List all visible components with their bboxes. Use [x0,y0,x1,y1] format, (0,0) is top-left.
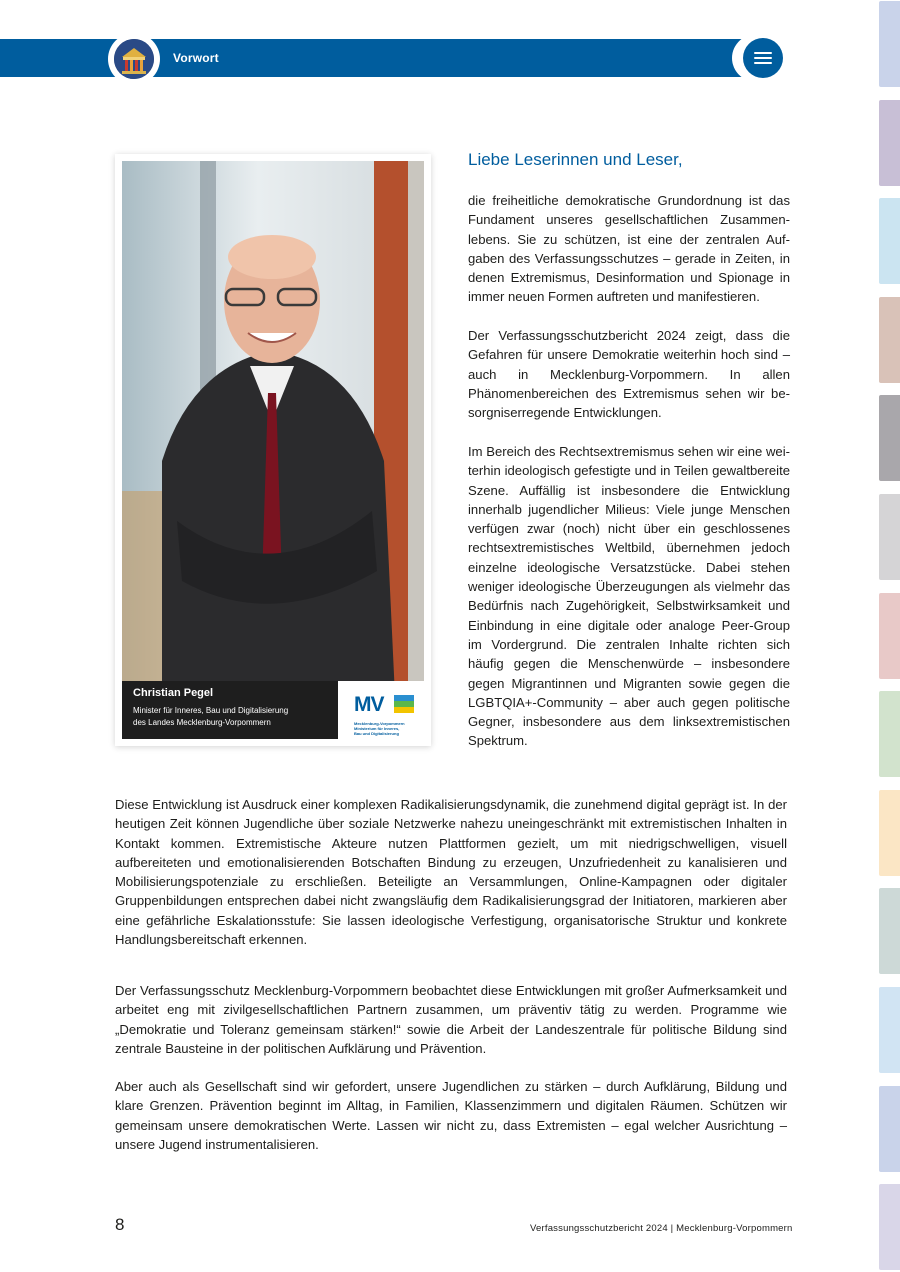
side-tab-4[interactable] [879,297,900,383]
section-title: Vorwort [173,51,219,65]
caption-role [133,705,288,729]
side-tab-6[interactable] [879,494,900,580]
photo-caption [122,681,338,739]
mv-logo-sub3: Bau und Digitalisierung [354,731,399,736]
side-tab-10[interactable] [879,888,900,974]
paragraph-5: Der Verfassungsschutz Mecklenburg-Vorpommern beobachtet diese Entwicklungen mit großer Aufmerksamkeit und arbeitet eng mit zivilgesellschaftlichen Partnern zusammen, um präventiv tätig zu werden. Programme wie „Demokratie und Toleranz gemeinsam stärken!“ sowie die Arbeit der Landeszentrale für politische Bildung sind zentrale Bausteine in der politischen Aufklärung und Prävention. [115,983,787,1056]
paragraph-3: Im Bereich des Rechtsextremismus sehen wir eine weiterhin ideologisch gefestigte und in Teilen gewaltbereite Szene. Auffällig ist insbesondere die Entwicklung innerhalb jugendlicher Milieus: Viele junge Menschen verfügen zwar (noch) nicht über ein geschlossenes rechtsextremistisches Weltbild, übernehmen jedoch einzelne ideologische Versatzstücke. Dabei stehen weniger ideologische Überzeugungen als vielmehr das Bedürfnis nach Zugehörigkeit, Selbstwirksamkeit und Einbindung in eine digitale oder analoge Peer-Group im Vordergrund. Die zentralen Inhalte richten sich häufig gegen die Menschenwürde – insbesondere gegen Migrantinnen und Migranten sowie gegen die LGBTQIA+-Community – aber auch gegen politische Gegner, insbesondere aus dem linksextremistischen Spektrum. [468,444,790,749]
mv-flag-icon [394,695,414,713]
paragraph-2: Der Verfassungsschutzbericht 2024 zeigt, dass die Gefahren für unsere Demokratie weiterhin hoch sind – auch in Mecklenburg-Vorpommern. In allen Phänomenbereichen des Extremismus sehen wir besorgniserregende Entwicklungen. [468,328,790,421]
side-tab-7[interactable] [879,593,900,679]
side-tab-13[interactable] [879,1184,900,1270]
mv-logo-subtitle [354,721,405,736]
side-tab-2[interactable] [879,100,900,186]
emblem-logo[interactable] [108,33,160,85]
caption-role-line1: Minister für Inneres, Bau und Digitalisierung [133,706,289,715]
side-tab-9[interactable] [879,790,900,876]
minister-photo-card [115,154,431,746]
minister-portrait [122,161,424,739]
hamburger-menu-icon[interactable] [743,38,783,78]
side-tab-8[interactable] [879,691,900,777]
mv-ministry-logo [338,681,424,739]
paragraph-6: Aber auch als Gesellschaft sind wir gefordert, unsere Jugendlichen zu stärken – durch Aufklärung, Bildung und klare Grenzen. Prävention beginnt im Alltag, in Familien, Klassenzimmern und digitalen Räumen. Schützen wir gemeinsam unsere demokratischen Werte. Lassen wir nicht zu, dass Extremisten – egal welcher Ausrichtung – unsere Jugend instrumentalisieren. [115,1079,787,1152]
mv-logo-sub1: Mecklenburg-Vorpommern [354,721,405,726]
caption-role-line2: des Landes Mecklenburg-Vorpommern [133,718,271,727]
paragraph-1: die freiheitliche demokratische Grundordnung ist das Fundament unseres gesellschaftlichen Zusammenlebens. Sie zu schützen, ist eine der zentralen Aufgaben des Verfassungsschutzes – gerade in Zeiten, in denen Extremismus, Desinformation und Spionage in immer neuen Formen auftreten und manifestieren. [468,193,790,305]
footer-text: Verfassungsschutzbericht 2024 | Mecklenburg-Vorpommern [530,1223,793,1234]
side-tab-11[interactable] [879,987,900,1073]
side-tab-1[interactable] [879,1,900,87]
side-tab-3[interactable] [879,198,900,284]
caption-name: Christian Pegel [133,687,214,699]
side-tab-5[interactable] [879,395,900,481]
mv-logo-text: MV [354,693,384,716]
letter-greeting: Liebe Leserinnen und Leser, [468,150,683,169]
mv-logo-sub2: Ministerium für Inneres, [354,726,400,731]
page-number: 8 [115,1215,125,1234]
paragraph-4: Diese Entwicklung ist Ausdruck einer komplexen Radikalisierungsdynamik, die zunehmend digital geprägt ist. In der heutigen Zeit können Jugendliche über soziale Netzwerke nahezu uneingeschränkt mit extremistischen Inhalten in Kontakt kommen. Extremistische Akteure nutzen Plattformen gezielt, um mit niedrigschwelligen, visuell aufbereiteten und emotionalisierenden Botschaften Bindung zu erzeugen, Unzufriedenheit zu kanalisieren und Mobilisierungspotenziale zu erschließen. Beteiligte an Versammlungen, Online-Kampagnen oder digitaler Gruppenbildungen entsprechen dabei nicht zwangsläufig dem Radikalisierungsgrad der Initiatoren, markieren aber eine gefährliche Eskalationsstufe: Sie lassen ideologische Verfestigung, organisatorische Struktur und konkrete Handlungsbereitschaft erkennen. [115,797,787,948]
parliament-emblem-icon [114,39,154,79]
side-tab-12[interactable] [879,1086,900,1172]
